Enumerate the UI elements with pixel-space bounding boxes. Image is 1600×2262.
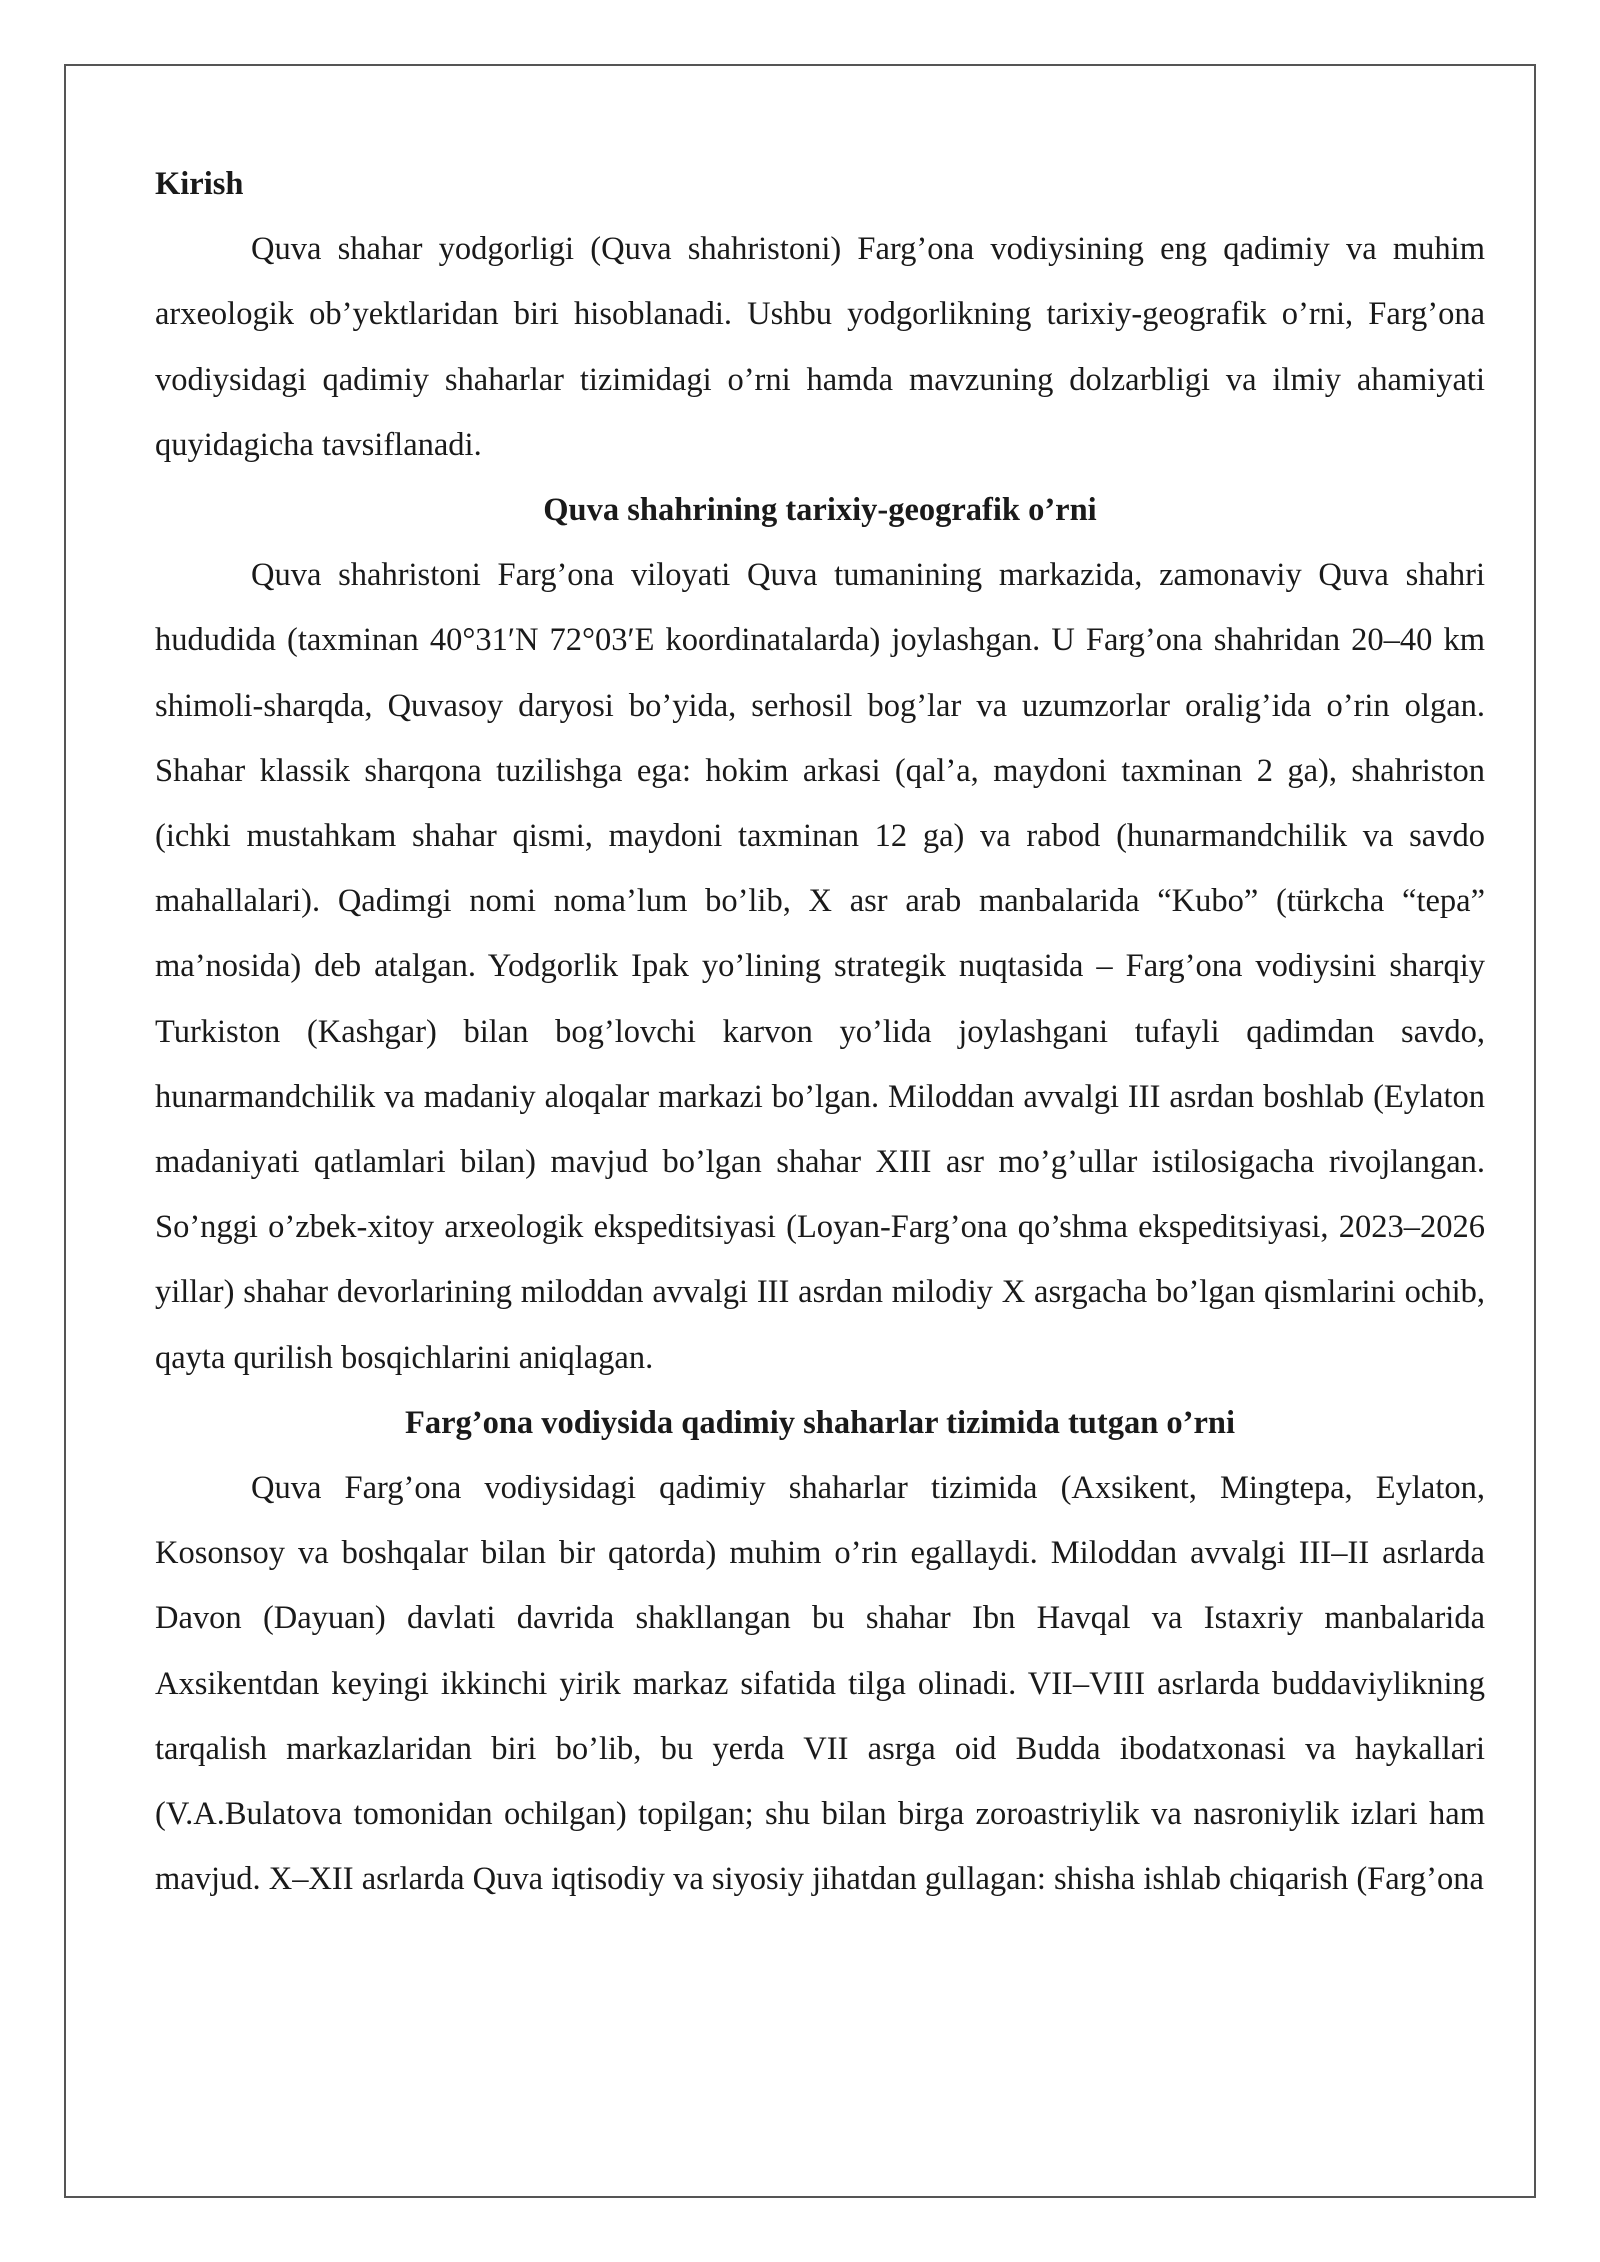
section-heading-intro: Kirish [155,166,244,202]
document-page [64,64,1536,2198]
paragraph-geography: Quva shahristoni Farg’ona viloyati Quva tumanining markazida, zamonaviy Quva shahri hududida (taxminan 40°31′N 72°03′E koordinatalarda) joylashgan. U Farg’ona shahridan 20–40 km shimoli-sharqda, Quvasoy daryosi bo’yida, serhosil bog’lar va uzumzorlar oralig’ida o’rin olgan. Shahar klassik sharqona tuzilishga ega: hokim arkasi (qal’a, maydoni taxminan 2 ga), shahriston (ichki mustahkam shahar qismi, maydoni taxminan 12 ga) va rabod (hunarmandchilik va savdo mahallalari). Qadimgi nomi noma’lum bo’lib, X asr arab manbalarida “Kubo” (türkcha “tepa” ma’nosida) deb atalgan. Yodgorlik Ipak yo’lining strategik nuqtasida – Farg’ona vodiysini sharqiy Turkiston (Kashgar) bilan bog’lovchi karvon yo’lida joylashgani tufayli qadimdan savdo, hunarmandchilik va madaniy aloqalar markazi bo’lgan. Miloddan avvalgi III asrdan boshlab (Eylaton madaniyati qatlamlari bilan) mavjud bo’lgan shahar XIII asr mo’g’ullar istilosigacha rivojlangan. So’nggi o’zbek-xitoy arxeologik ekspeditsiyasi (Loyan-Farg’ona qo’shma ekspeditsiyasi, 2023–2026 yillar) shahar devorlarining miloddan avvalgi III asrdan milodiy X asrgacha bo’lgan qismlarini ochib, qayta qurilish bosqichlarini aniqlagan. [155,557,1485,1376]
section-heading-city-system: Farg’ona vodiysida qadimiy shaharlar tizimida tutgan o’rni [404,1404,1236,1441]
section-heading-geography: Quva shahrining tarixiy-geografik o’rni [543,492,1097,529]
paragraph-city-system: Quva Farg’ona vodiysidagi qadimiy shaharlar tizimida (Axsikent, Mingtepa, Eylaton, Kosonsoy va boshqalar bilan bir qatorda) muhim o’rin egallaydi. Miloddan avvalgi III–II asrlarda Davon (Dayuan) davlati davrida shakllangan bu shahar Ibn Havqal va Istaxriy manbalarida Axsikentdan keyingi ikkinchi yirik markaz sifatida tilga olinadi. VII–VIII asrlarda buddaviylikning tarqalish markazlaridan biri bo’lib, bu yerda VII asrga oid Budda ibodatxonasi va haykallari (V.A.Bulatova tomonidan ochilgan) topilgan; shu bilan birga zoroastriylik va nasroniylik izlari ham mavjud. X–XII asrlarda Quva iqtisodiy va siyosiy jihatdan gullagan: shisha ishlab chiqarish (Farg’ona [155,1470,1485,1898]
paragraph-intro: Quva shahar yodgorligi (Quva shahristoni) Farg’ona vodiysining eng qadimiy va muhim arxeologik ob’yektlaridan biri hisoblanadi. Ushbu yodgorlikning tarixiy-geografik o’rni, Farg’ona vodiysidagi qadimiy shaharlar tizimidagi o’rni hamda mavzuning dolzarbligi va ilmiy ahamiyati quyidagicha tavsiflanadi. [155,231,1485,463]
document-body [155,152,1485,1912]
